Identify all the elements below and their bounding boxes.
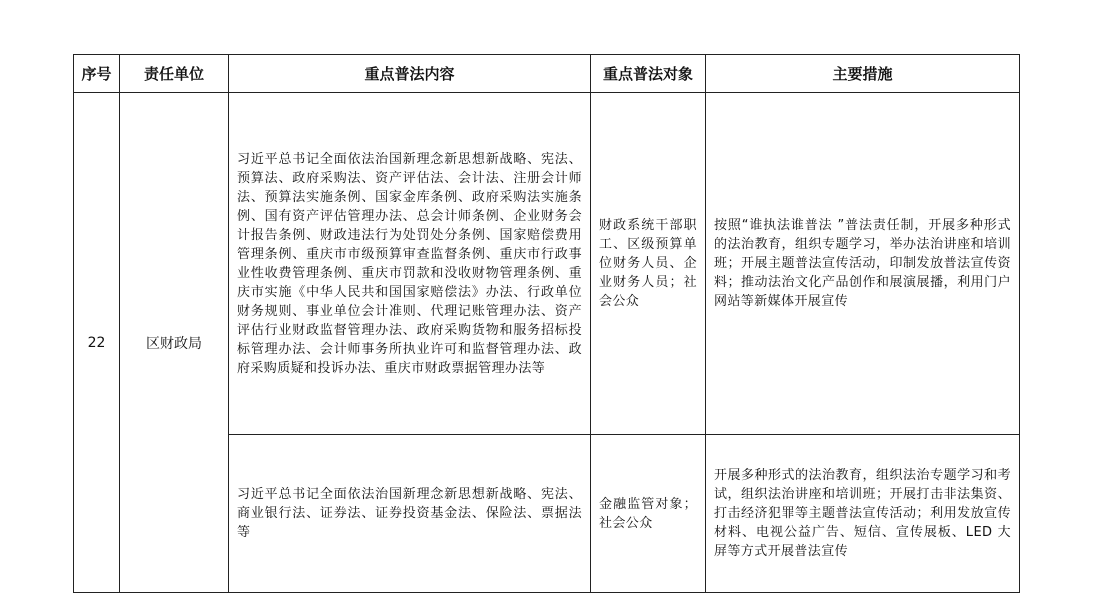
measures-cell: 开展多种形式的法治教育，组织法治专题学习和考试，组织法治讲座和培训班；开展打击非法集资、打击经济犯罪等主题普法宣传活动；利用发放宣传材料、电视公益广告、短信、宣传展板、LED 大屏等方式开展普法宣传 xyxy=(706,435,1020,593)
content-cell: 习近平总书记全面依法治国新理念新思想新战略、宪法、商业银行法、证券法、证券投资基金法、保险法、票据法等 xyxy=(229,435,591,593)
header-targets: 重点普法对象 xyxy=(591,55,706,93)
header-row xyxy=(74,55,1020,93)
row-number: 22 xyxy=(74,93,120,593)
header-content: 重点普法内容 xyxy=(229,55,591,93)
header-responsible-unit: 责任单位 xyxy=(120,55,229,93)
content-cell: 习近平总书记全面依法治国新理念新思想新战略、宪法、预算法、政府采购法、资产评估法、会计法、注册会计师法、预算法实施条例、国家金库条例、政府采购法实施条例、国有资产评估管理办法、总会计师条例、企业财务会计报告条例、财政违法行为处罚处分条例、国家赔偿费用管理条例、重庆市市级预算审查监督条例、重庆市行政事业性收费管理条例、重庆市罚款和没收财物管理条例、重庆市实施《中华人民共和国国家赔偿法》办法、行政单位财务规则、事业单位会计准则、代理记账管理办法、资产评估行业财政监督管理办法、政府采购货物和服务招标投标管理办法、会计师事务所执业许可和监督管理办法、政府采购质疑和投诉办法、重庆市财政票据管理办法等 xyxy=(229,93,591,435)
table-row xyxy=(74,93,1020,435)
law-publicity-table xyxy=(73,54,1020,593)
header-number: 序号 xyxy=(74,55,120,93)
measures-cell: 按照“谁执法谁普法 ”普法责任制，开展多种形式的法治教育，组织专题学习，举办法治讲座和培训班；开展主题普法宣传活动，印制发放普法宣传资料；推动法治文化产品创作和展演展播，利用门户网站等新媒体开展宣传 xyxy=(706,93,1020,435)
header-measures: 主要措施 xyxy=(706,55,1020,93)
targets-cell: 金融监管对象；社会公众 xyxy=(591,435,706,593)
responsible-unit: 区财政局 xyxy=(120,93,229,593)
targets-cell: 财政系统干部职工、区级预算单位财务人员、企业财务人员；社会公众 xyxy=(591,93,706,435)
